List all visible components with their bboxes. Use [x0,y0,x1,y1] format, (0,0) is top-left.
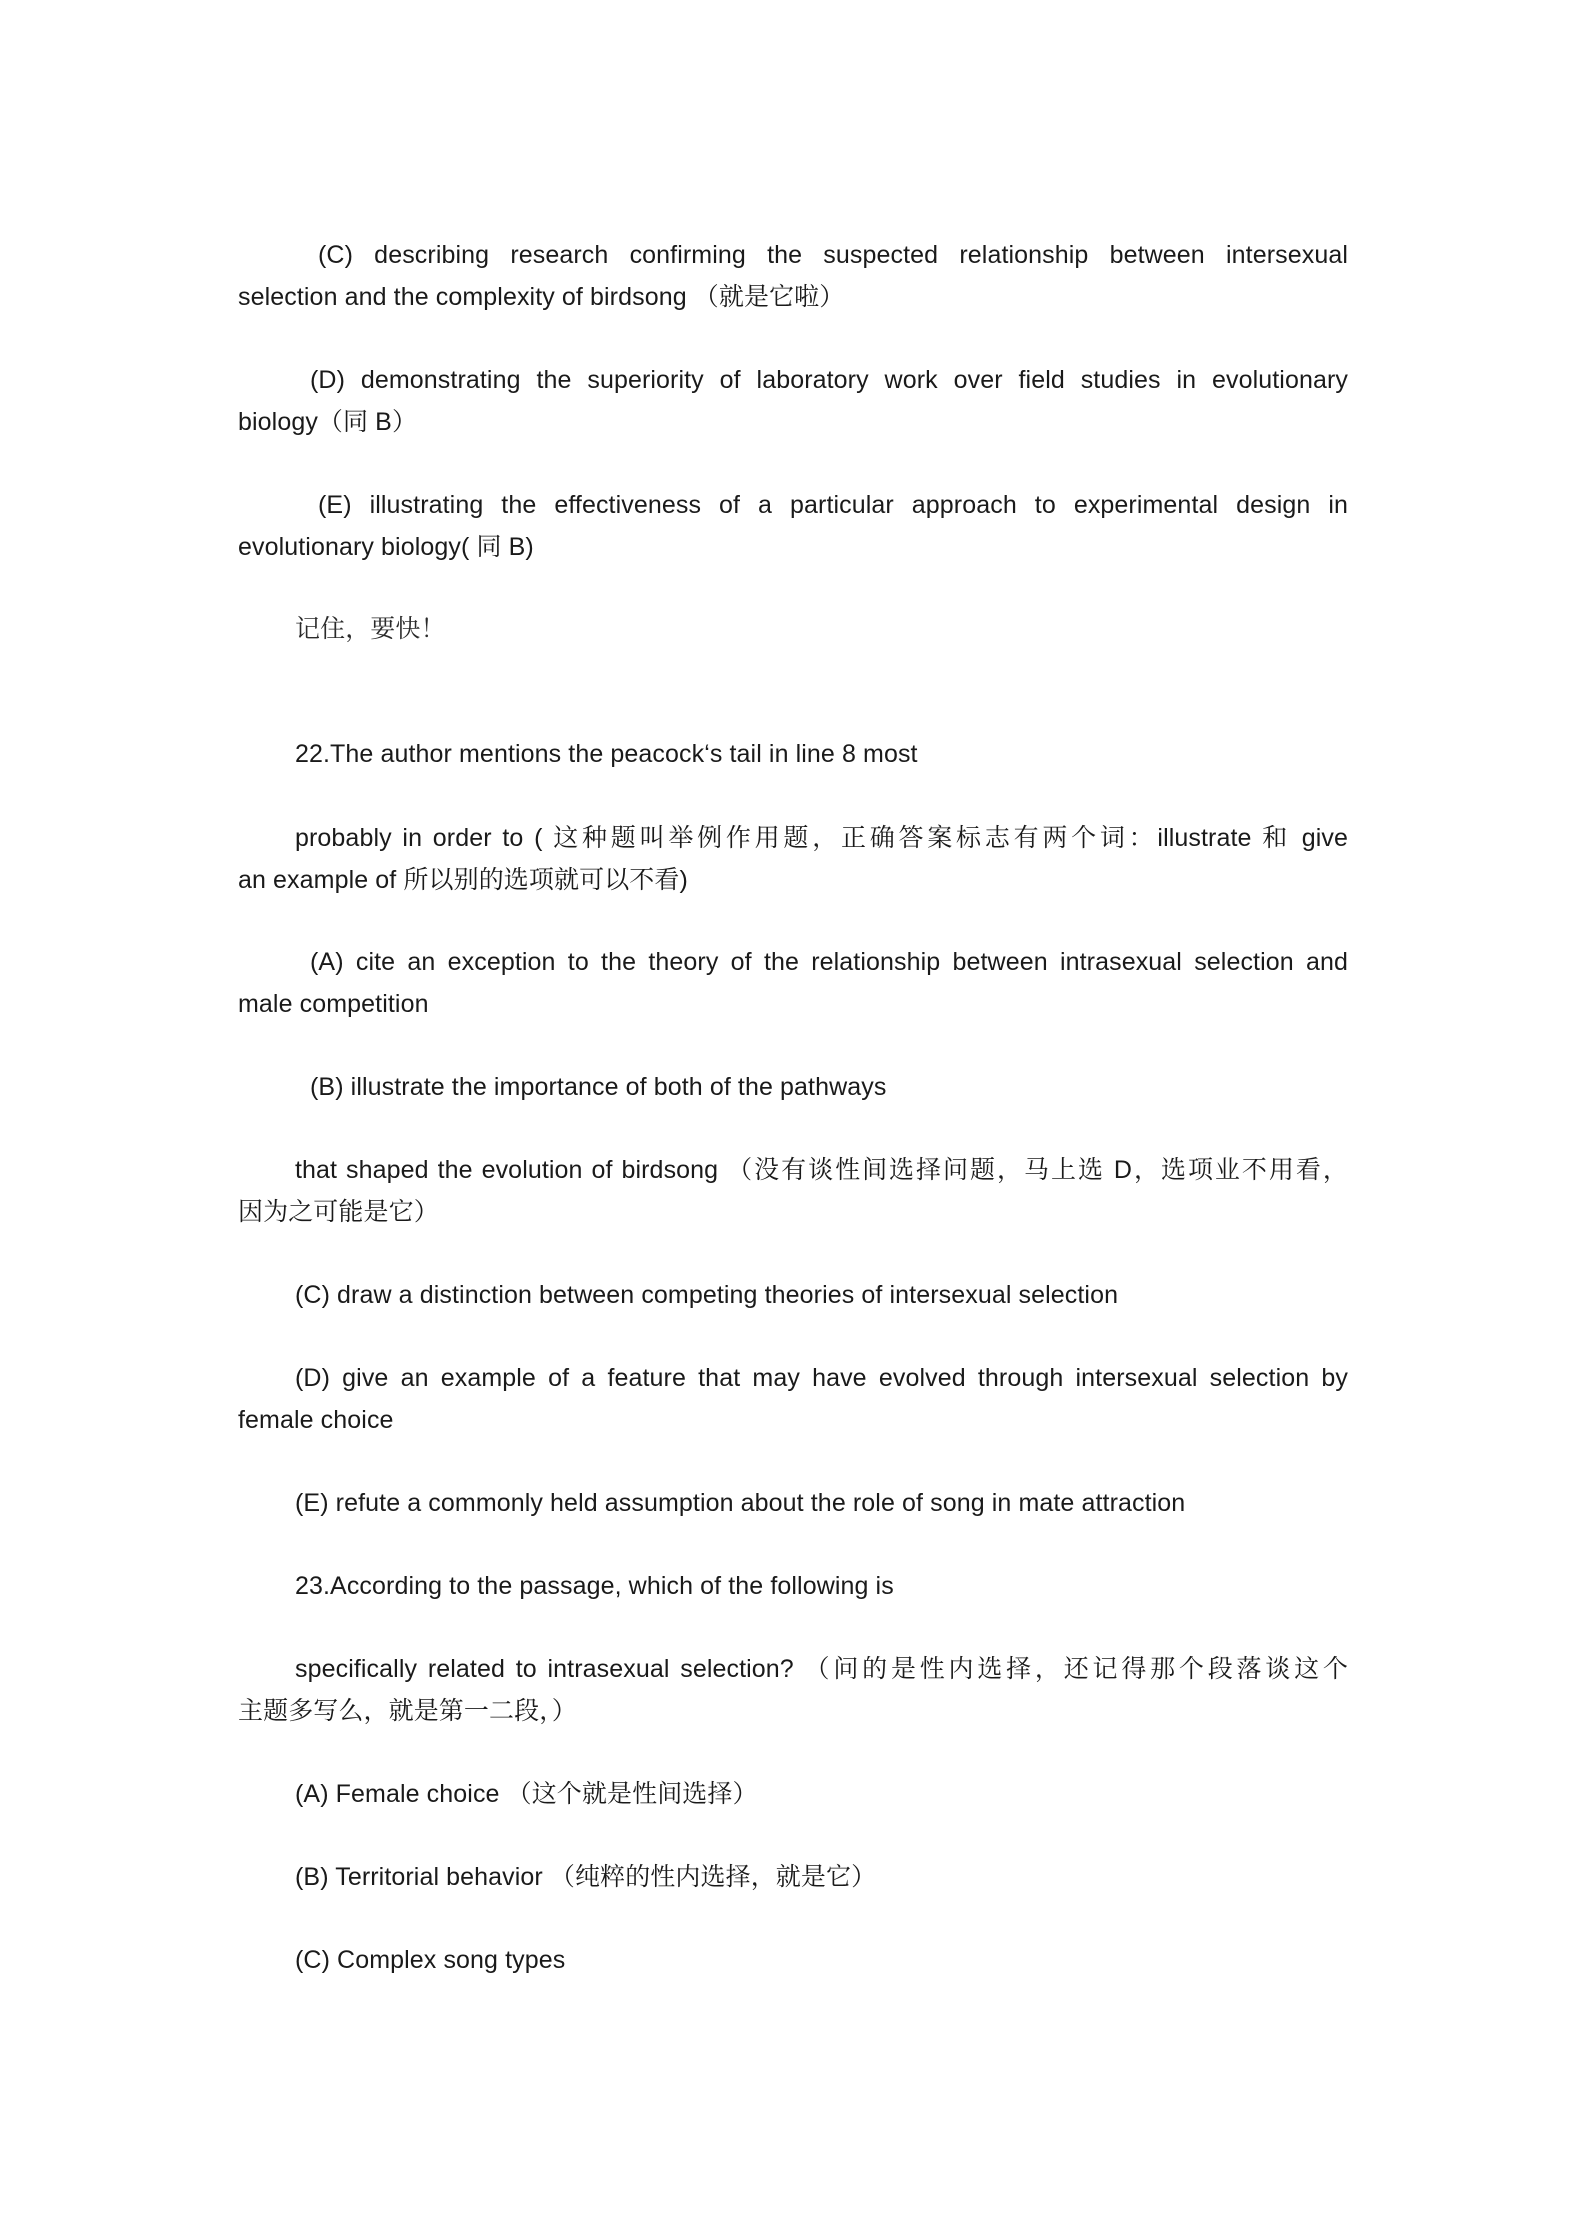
option-e-line-1: (E) illustrating the effectiveness of a particular approach to experimental design in [318,491,1348,519]
q22-option-b-continuation [238,1149,1348,1233]
q22-option-a-line-1: (A) cite an exception to the theory of the relationship between intrasexual selection and [310,948,1348,976]
question-22-continuation [238,817,1348,901]
q22-option-c [238,1274,1348,1316]
q22-option-b [238,1066,1348,1108]
q22-option-a-line-2: male competition [238,990,429,1018]
question-22-cont-line-2: an example of 所以别的选项就可以不看) [238,866,688,894]
q22-option-d-line-2: female choice [238,1406,394,1434]
q22-option-b-cont-line-2: 因为之可能是它） [238,1198,439,1226]
q22-option-e [238,1482,1348,1524]
question-22-stem [238,733,1348,775]
q22-option-e-line: (E) refute a commonly held assumption about the role of song in mate attraction [295,1489,1186,1517]
q23-option-a-line: (A) Female choice （这个就是性间选择） [295,1780,758,1808]
question-23-continuation [238,1648,1348,1732]
q23-option-b-line: (B) Territorial behavior （纯粹的性内选择，就是它） [295,1863,877,1891]
question-23-line: 23.According to the passage, which of the following is [295,1572,894,1600]
option-c-line-1: (C) describing research confirming the suspected relationship between intersexual [318,241,1348,269]
option-e-line-2: evolutionary biology( 同 B) [238,533,534,561]
option-e-paragraph [238,484,1348,568]
question-23-stem [238,1565,1348,1607]
q22-option-d-line-1: (D) give an example of a feature that may have evolved through intersexual selection by [295,1364,1348,1392]
question-23-cont-line-1: specifically related to intrasexual selection? （问的是性内选择，还记得那个段落谈这个 [295,1655,1348,1683]
reminder-note [238,608,1348,650]
q22-option-d [238,1357,1348,1441]
q23-option-a [238,1773,1348,1815]
q23-option-c [238,1939,1348,1981]
option-d-paragraph [238,359,1348,443]
option-d-line-1: (D) demonstrating the superiority of laboratory work over field studies in evolutionary [310,366,1348,394]
q22-option-c-line: (C) draw a distinction between competing theories of intersexual selection [295,1281,1119,1309]
question-22-line: 22.The author mentions the peacock‘s tail in line 8 most [295,740,918,768]
q22-option-a [238,941,1348,1025]
option-c-line-2: selection and the complexity of birdsong （就是它啦） [238,283,845,311]
q23-option-c-line: (C) Complex song types [295,1946,566,1974]
question-22-cont-line-1: probably in order to ( 这种题叫举例作用题，正确答案标志有两个词：illustrate 和 give [295,824,1348,852]
q23-option-b [238,1856,1348,1898]
reminder-line: 记住，要快！ [295,614,446,643]
option-d-line-2: biology（同 B） [238,408,418,436]
question-23-cont-line-2: 主题多写么，就是第一二段，） [238,1697,577,1725]
option-c-paragraph [238,234,1348,318]
q22-option-b-cont-line-1: that shaped the evolution of birdsong （没有谈性间选择问题，马上选 D，选项业不用看， [295,1156,1348,1184]
q22-option-b-line: (B) illustrate the importance of both of the pathways [310,1073,887,1101]
